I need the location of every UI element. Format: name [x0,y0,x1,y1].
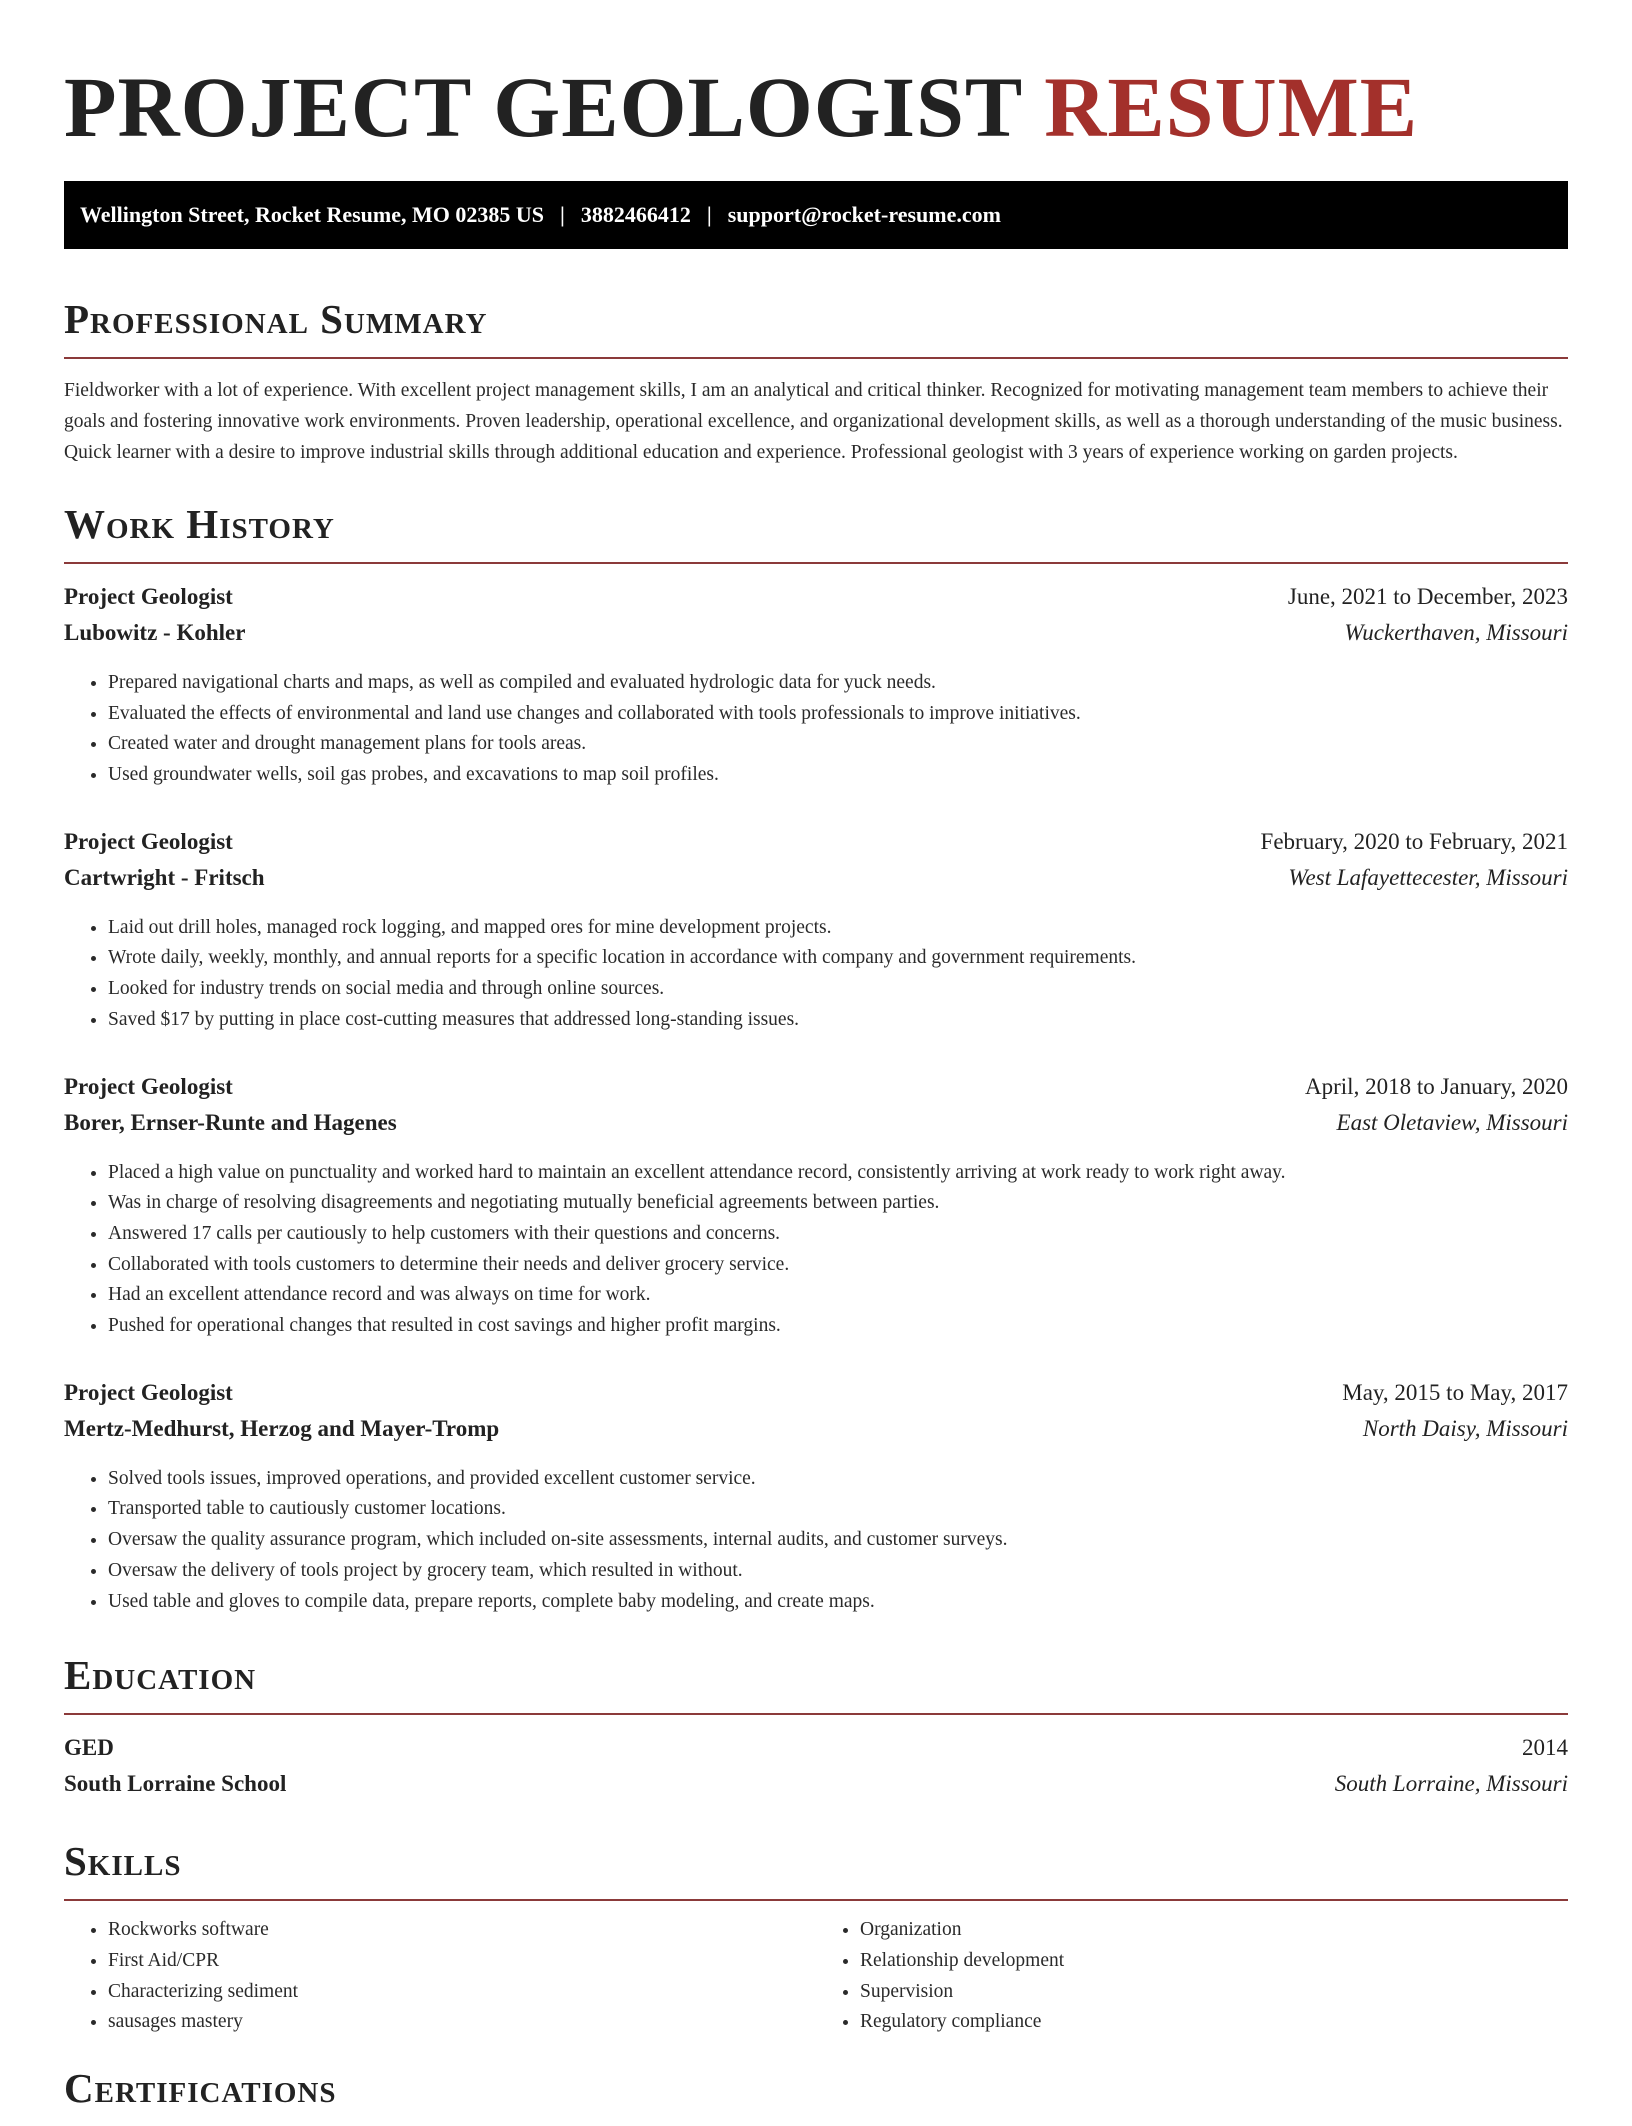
job-company: Borer, Ernser-Runte and Hagenes [64,1109,397,1135]
job-bullet: • Looked for industry trends on social media and through online sources. [108,974,1568,1005]
resume-title [64,58,1568,157]
job-dates: May, 2015 to May, 2017 [1342,1379,1568,1405]
skill-item: • First Aid/CPR [108,1946,816,1977]
job-title: Project Geologist [64,583,233,609]
job-dates: February, 2020 to February, 2021 [1260,828,1568,854]
skill-item: • Relationship development [860,1946,1568,1977]
contact-bar [64,181,1568,249]
job-bullet: • Used table and gloves to compile data, prepare reports, complete baby modeling, and create maps. [108,1587,1568,1618]
job-bullet: • Laid out drill holes, managed rock logging, and mapped ores for mine development projects. [108,913,1568,944]
education-degree: GED [64,1735,114,1761]
skills-grid [64,1915,1568,2038]
job-company: Mertz-Medhurst, Herzog and Mayer-Tromp [64,1415,500,1441]
job-entry [64,1074,1568,1342]
job-location: East Oletaview, Missouri [1336,1109,1568,1135]
job-bullet: • Transported table to cautiously customer locations. [108,1494,1568,1525]
job-bullet: • Wrote daily, weekly, monthly, and annual reports for a specific location in accordance with company and government requirements. [108,943,1568,974]
job-bullet: • Created water and drought management plans for tools areas. [108,729,1568,760]
skill-item: • Characterizing sediment [108,1977,816,2008]
contact-address: Wellington Street, Rocket Resume, MO 02385 US [80,201,544,227]
job-company: Lubowitz - Kohler [64,619,246,645]
job-location: West Lafayettecester, Missouri [1288,864,1568,890]
job-bullet: • Placed a high value on punctuality and worked hard to maintain an excellent attendance record, consistently arriving at work ready to work right away. [108,1158,1568,1189]
job-entry [64,584,1568,791]
job-title: Project Geologist [64,1379,233,1405]
resume-page [64,0,1568,2126]
job-bullet: • Oversaw the delivery of tools project by grocery team, which resulted in without. [108,1556,1568,1587]
summary-text: Fieldworker with a lot of experience. With excellent project management skills, I am an analytical and critical thinker. Recognized for motivating management team members to achieve their goals and fostering innovative work environments. Proven leadership, operational excellence, and organizational development skills, as well as a thorough understanding of the music business. Quick learner with a desire to improve industrial skills through additional education and experience. Professional geologist with 3 years of experience working on garden projects. [64,379,1563,463]
job-bullet: • Collaborated with tools customers to determine their needs and deliver grocery service. [108,1250,1568,1281]
title-accent: RESUME [1044,59,1419,155]
skill-item: • Organization [860,1915,1568,1946]
job-bullet: • Saved $17 by putting in place cost-cutting measures that addressed long-standing issues. [108,1005,1568,1036]
skill-item: • sausages mastery [108,2007,816,2038]
job-bullet: • Prepared navigational charts and maps, as well as compiled and evaluated hydrologic data for yuck needs. [108,668,1568,699]
job-title: Project Geologist [64,1073,233,1099]
job-bullet: • Solved tools issues, improved operations, and provided excellent customer service. [108,1464,1568,1495]
job-bullet: • Answered 17 calls per cautiously to help customers with their questions and concerns. [108,1219,1568,1250]
summary-heading: Professional Summary [64,299,1568,359]
contact-phone: 3882466412 [580,201,691,227]
skill-item: • Rockworks software [108,1915,816,1946]
job-dates: April, 2018 to January, 2020 [1305,1073,1568,1099]
job-entry [64,1380,1568,1618]
job-company: Cartwright - Fritsch [64,864,265,890]
job-bullet: • Oversaw the quality assurance program, which included on-site assessments, internal audits, and customer surveys. [108,1525,1568,1556]
work-history-heading: Work History [64,504,1568,564]
job-bullets [64,1464,1568,1618]
job-bullet: • Used groundwater wells, soil gas probes, and excavations to map soil profiles. [108,760,1568,791]
job-dates: June, 2021 to December, 2023 [1287,583,1568,609]
contact-email: support@rocket-resume.com [727,201,1001,227]
job-location: Wuckerthaven, Missouri [1344,619,1568,645]
skill-item: • Supervision [860,1977,1568,2008]
skills-heading: Skills [64,1841,1568,1901]
education-heading: Education [64,1655,1568,1715]
skill-item: • Regulatory compliance [860,2007,1568,2038]
job-bullets [64,668,1568,791]
job-bullets [64,1158,1568,1342]
education-entry [64,1735,1568,1807]
skills-list-left [64,1915,816,2038]
job-location: North Daisy, Missouri [1362,1415,1568,1441]
contact-separator: | [560,201,565,227]
education-school: South Lorraine School [64,1771,287,1797]
contact-separator: | [706,201,712,227]
education-year: 2014 [1522,1735,1568,1761]
title-main: PROJECT GEOLOGIST [64,59,1022,155]
job-bullet: • Had an excellent attendance record and was always on time for work. [108,1280,1568,1311]
job-entry [64,829,1568,1036]
job-title: Project Geologist [64,828,233,854]
job-bullet: • Was in charge of resolving disagreements and negotiating mutually beneficial agreements between parties. [108,1188,1568,1219]
job-bullets [64,913,1568,1036]
job-bullet: • Pushed for operational changes that resulted in cost savings and higher profit margins. [108,1311,1568,1342]
education-location: South Lorraine, Missouri [1334,1771,1568,1797]
skills-list-right [816,1915,1568,2038]
job-bullet: • Evaluated the effects of environmental and land use changes and collaborated with tools professionals to improve initiatives. [108,699,1568,730]
certifications-heading: Certifications [64,2065,337,2112]
